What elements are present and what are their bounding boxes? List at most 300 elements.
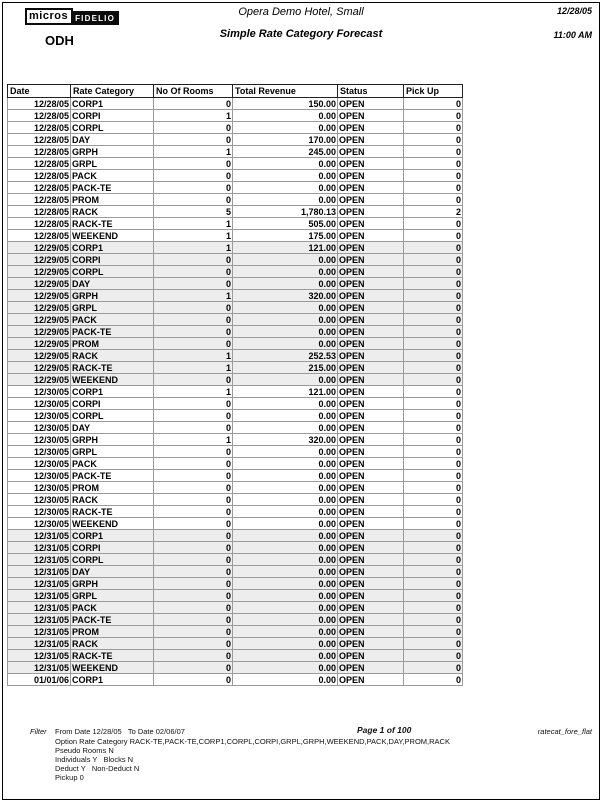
- cell-rate-category: CORP1: [71, 530, 154, 542]
- cell-total-revenue: 150.00: [233, 98, 338, 110]
- cell-pick-up: 0: [404, 110, 463, 122]
- header-row: [8, 85, 463, 98]
- cell-pick-up: 0: [404, 422, 463, 434]
- cell-no-of-rooms: 0: [154, 530, 233, 542]
- cell-no-of-rooms: 0: [154, 158, 233, 170]
- cell-status: OPEN: [338, 638, 404, 650]
- table-row: [8, 338, 463, 350]
- cell-no-of-rooms: 0: [154, 650, 233, 662]
- cell-no-of-rooms: 1: [154, 218, 233, 230]
- cell-pick-up: 0: [404, 638, 463, 650]
- cell-pick-up: 0: [404, 662, 463, 674]
- cell-pick-up: 0: [404, 254, 463, 266]
- cell-date: 12/29/05: [8, 302, 71, 314]
- cell-status: OPEN: [338, 482, 404, 494]
- cell-rate-category: PACK: [71, 458, 154, 470]
- cell-pick-up: 0: [404, 650, 463, 662]
- cell-date: 12/30/05: [8, 434, 71, 446]
- cell-status: OPEN: [338, 206, 404, 218]
- cell-rate-category: RACK-TE: [71, 650, 154, 662]
- cell-no-of-rooms: 0: [154, 254, 233, 266]
- cell-pick-up: 0: [404, 194, 463, 206]
- cell-rate-category: WEEKEND: [71, 662, 154, 674]
- cell-no-of-rooms: 0: [154, 314, 233, 326]
- cell-date: 12/31/05: [8, 590, 71, 602]
- cell-total-revenue: 505.00: [233, 218, 338, 230]
- logo-fidelio-text: FIDELIO: [71, 11, 119, 25]
- cell-pick-up: 0: [404, 302, 463, 314]
- cell-pick-up: 0: [404, 506, 463, 518]
- cell-no-of-rooms: 1: [154, 242, 233, 254]
- cell-date: 12/31/05: [8, 614, 71, 626]
- cell-status: OPEN: [338, 626, 404, 638]
- cell-date: 12/28/05: [8, 110, 71, 122]
- cell-no-of-rooms: 0: [154, 566, 233, 578]
- cell-no-of-rooms: 1: [154, 230, 233, 242]
- cell-total-revenue: 320.00: [233, 434, 338, 446]
- cell-no-of-rooms: 0: [154, 170, 233, 182]
- cell-pick-up: 0: [404, 446, 463, 458]
- cell-status: OPEN: [338, 314, 404, 326]
- table-row: [8, 578, 463, 590]
- cell-pick-up: 0: [404, 674, 463, 686]
- cell-total-revenue: 175.00: [233, 230, 338, 242]
- cell-status: OPEN: [338, 614, 404, 626]
- table-row: [8, 278, 463, 290]
- cell-date: 01/01/06: [8, 674, 71, 686]
- cell-rate-category: RACK-TE: [71, 506, 154, 518]
- cell-pick-up: 0: [404, 602, 463, 614]
- printed-date: 12/28/05: [556, 6, 592, 16]
- cell-no-of-rooms: 0: [154, 482, 233, 494]
- cell-rate-category: PACK-TE: [71, 470, 154, 482]
- individuals-blocks-line: Individuals Y Blocks N: [55, 755, 134, 764]
- cell-pick-up: 0: [404, 122, 463, 134]
- cell-rate-category: RACK: [71, 638, 154, 650]
- cell-total-revenue: 0.00: [233, 578, 338, 590]
- cell-pick-up: 0: [404, 374, 463, 386]
- table-row: [8, 638, 463, 650]
- cell-no-of-rooms: 0: [154, 422, 233, 434]
- cell-total-revenue: 0.00: [233, 170, 338, 182]
- cell-status: OPEN: [338, 218, 404, 230]
- table-row: [8, 530, 463, 542]
- printed-time: 11:00 AM: [553, 30, 592, 40]
- cell-no-of-rooms: 0: [154, 398, 233, 410]
- table-row: [8, 146, 463, 158]
- cell-no-of-rooms: 0: [154, 182, 233, 194]
- cell-pick-up: 0: [404, 482, 463, 494]
- cell-status: OPEN: [338, 326, 404, 338]
- table-row: [8, 494, 463, 506]
- cell-date: 12/28/05: [8, 170, 71, 182]
- cell-total-revenue: 0.00: [233, 494, 338, 506]
- table-row: [8, 170, 463, 182]
- cell-no-of-rooms: 1: [154, 290, 233, 302]
- cell-pick-up: 0: [404, 290, 463, 302]
- cell-date: 12/28/05: [8, 122, 71, 134]
- cell-pick-up: 0: [404, 578, 463, 590]
- cell-rate-category: DAY: [71, 278, 154, 290]
- cell-pick-up: 0: [404, 410, 463, 422]
- cell-rate-category: RACK: [71, 350, 154, 362]
- cell-total-revenue: 0.00: [233, 554, 338, 566]
- cell-no-of-rooms: 5: [154, 206, 233, 218]
- cell-pick-up: 0: [404, 146, 463, 158]
- cell-date: 12/31/05: [8, 578, 71, 590]
- cell-date: 12/29/05: [8, 374, 71, 386]
- cell-pick-up: 0: [404, 614, 463, 626]
- cell-rate-category: CORPI: [71, 398, 154, 410]
- cell-rate-category: GRPL: [71, 302, 154, 314]
- table-row: [8, 386, 463, 398]
- cell-status: OPEN: [338, 542, 404, 554]
- cell-rate-category: CORPI: [71, 542, 154, 554]
- cell-rate-category: CORP1: [71, 386, 154, 398]
- cell-rate-category: CORPI: [71, 254, 154, 266]
- cell-no-of-rooms: 0: [154, 578, 233, 590]
- cell-pick-up: 0: [404, 458, 463, 470]
- cell-pick-up: 0: [404, 518, 463, 530]
- cell-status: OPEN: [338, 110, 404, 122]
- cell-status: OPEN: [338, 578, 404, 590]
- cell-status: OPEN: [338, 362, 404, 374]
- cell-total-revenue: 0.00: [233, 314, 338, 326]
- table-row: [8, 434, 463, 446]
- cell-no-of-rooms: 0: [154, 602, 233, 614]
- cell-status: OPEN: [338, 302, 404, 314]
- cell-no-of-rooms: 0: [154, 326, 233, 338]
- table-row: [8, 374, 463, 386]
- cell-status: OPEN: [338, 410, 404, 422]
- cell-status: OPEN: [338, 530, 404, 542]
- cell-date: 12/29/05: [8, 362, 71, 374]
- cell-no-of-rooms: 0: [154, 638, 233, 650]
- cell-rate-category: PACK-TE: [71, 326, 154, 338]
- table-row: [8, 290, 463, 302]
- cell-date: 12/31/05: [8, 602, 71, 614]
- cell-rate-category: GRPL: [71, 590, 154, 602]
- cell-rate-category: GRPH: [71, 434, 154, 446]
- cell-date: 12/28/05: [8, 146, 71, 158]
- cell-status: OPEN: [338, 650, 404, 662]
- table-row: [8, 266, 463, 278]
- deduct-line: Deduct Y Non-Deduct N: [55, 764, 140, 773]
- cell-rate-category: CORPI: [71, 110, 154, 122]
- cell-rate-category: RACK-TE: [71, 218, 154, 230]
- cell-no-of-rooms: 1: [154, 350, 233, 362]
- cell-date: 12/31/05: [8, 566, 71, 578]
- cell-status: OPEN: [338, 506, 404, 518]
- cell-date: 12/29/05: [8, 266, 71, 278]
- cell-status: OPEN: [338, 254, 404, 266]
- cell-rate-category: CORP1: [71, 674, 154, 686]
- filter-label: Filter: [30, 727, 47, 736]
- cell-status: OPEN: [338, 422, 404, 434]
- cell-date: 12/28/05: [8, 218, 71, 230]
- cell-rate-category: PROM: [71, 626, 154, 638]
- cell-total-revenue: 0.00: [233, 626, 338, 638]
- cell-total-revenue: 0.00: [233, 374, 338, 386]
- cell-pick-up: 0: [404, 182, 463, 194]
- column-header-date: Date: [8, 85, 71, 98]
- cell-date: 12/28/05: [8, 206, 71, 218]
- table-row: [8, 674, 463, 686]
- cell-rate-category: DAY: [71, 566, 154, 578]
- column-header-pick-up: Pick Up: [404, 85, 463, 98]
- cell-pick-up: 0: [404, 158, 463, 170]
- pickup-line: Pickup 0: [55, 773, 84, 782]
- table-row: [8, 206, 463, 218]
- cell-status: OPEN: [338, 602, 404, 614]
- cell-status: OPEN: [338, 674, 404, 686]
- pseudo-rooms-line: Pseudo Rooms N: [55, 746, 114, 755]
- table-row: [8, 518, 463, 530]
- cell-total-revenue: 215.00: [233, 362, 338, 374]
- table-row: [8, 314, 463, 326]
- property-code: ODH: [45, 33, 74, 48]
- cell-status: OPEN: [338, 242, 404, 254]
- cell-status: OPEN: [338, 350, 404, 362]
- table-row: [8, 350, 463, 362]
- table-row: [8, 506, 463, 518]
- table-row: [8, 182, 463, 194]
- cell-no-of-rooms: 1: [154, 386, 233, 398]
- cell-rate-category: WEEKEND: [71, 374, 154, 386]
- logo-micros-text: micros: [25, 8, 73, 25]
- cell-rate-category: PACK: [71, 170, 154, 182]
- cell-no-of-rooms: 0: [154, 542, 233, 554]
- cell-pick-up: 0: [404, 350, 463, 362]
- cell-rate-category: WEEKEND: [71, 518, 154, 530]
- cell-date: 12/28/05: [8, 182, 71, 194]
- cell-date: 12/31/05: [8, 638, 71, 650]
- table-row: [8, 194, 463, 206]
- cell-date: 12/31/05: [8, 650, 71, 662]
- table-row: [8, 242, 463, 254]
- cell-rate-category: RACK: [71, 206, 154, 218]
- cell-status: OPEN: [338, 470, 404, 482]
- cell-rate-category: WEEKEND: [71, 230, 154, 242]
- cell-pick-up: 0: [404, 398, 463, 410]
- cell-rate-category: CORPL: [71, 554, 154, 566]
- cell-no-of-rooms: 1: [154, 362, 233, 374]
- filter-text: From Date 12/28/05 To Date 02/06/07: [55, 727, 185, 736]
- cell-total-revenue: 0.00: [233, 194, 338, 206]
- table-row: [8, 590, 463, 602]
- cell-no-of-rooms: 0: [154, 614, 233, 626]
- cell-date: 12/29/05: [8, 326, 71, 338]
- cell-no-of-rooms: 0: [154, 374, 233, 386]
- cell-status: OPEN: [338, 194, 404, 206]
- cell-total-revenue: 0.00: [233, 566, 338, 578]
- cell-date: 12/29/05: [8, 314, 71, 326]
- table-row: [8, 458, 463, 470]
- cell-pick-up: 0: [404, 566, 463, 578]
- cell-no-of-rooms: 0: [154, 494, 233, 506]
- column-header-total-revenue: Total Revenue: [233, 85, 338, 98]
- table-row: [8, 662, 463, 674]
- cell-no-of-rooms: 0: [154, 194, 233, 206]
- cell-pick-up: 0: [404, 266, 463, 278]
- cell-pick-up: 0: [404, 494, 463, 506]
- cell-total-revenue: 1,780.13: [233, 206, 338, 218]
- forecast-table-body: [8, 98, 463, 686]
- cell-total-revenue: 0.00: [233, 506, 338, 518]
- cell-total-revenue: 0.00: [233, 398, 338, 410]
- cell-date: 12/30/05: [8, 494, 71, 506]
- cell-total-revenue: 0.00: [233, 266, 338, 278]
- cell-pick-up: 0: [404, 326, 463, 338]
- cell-rate-category: PROM: [71, 482, 154, 494]
- table-row: [8, 134, 463, 146]
- cell-rate-category: PACK: [71, 602, 154, 614]
- cell-date: 12/29/05: [8, 278, 71, 290]
- report-file-name: ratecat_fore_flat: [537, 727, 592, 736]
- cell-rate-category: CORPL: [71, 122, 154, 134]
- cell-status: OPEN: [338, 170, 404, 182]
- cell-no-of-rooms: 0: [154, 506, 233, 518]
- cell-date: 12/29/05: [8, 350, 71, 362]
- cell-rate-category: PROM: [71, 338, 154, 350]
- cell-status: OPEN: [338, 662, 404, 674]
- cell-date: 12/28/05: [8, 134, 71, 146]
- cell-total-revenue: 0.00: [233, 662, 338, 674]
- cell-no-of-rooms: 1: [154, 146, 233, 158]
- cell-pick-up: 0: [404, 314, 463, 326]
- cell-pick-up: 0: [404, 242, 463, 254]
- cell-status: OPEN: [338, 122, 404, 134]
- table-row: [8, 362, 463, 374]
- cell-pick-up: 0: [404, 542, 463, 554]
- cell-date: 12/30/05: [8, 410, 71, 422]
- cell-date: 12/30/05: [8, 506, 71, 518]
- table-row: [8, 302, 463, 314]
- cell-total-revenue: 0.00: [233, 254, 338, 266]
- table-row: [8, 122, 463, 134]
- cell-total-revenue: 252.53: [233, 350, 338, 362]
- cell-status: OPEN: [338, 278, 404, 290]
- cell-total-revenue: 170.00: [233, 134, 338, 146]
- table-row: [8, 254, 463, 266]
- cell-total-revenue: 245.00: [233, 146, 338, 158]
- cell-total-revenue: 0.00: [233, 158, 338, 170]
- cell-total-revenue: 121.00: [233, 242, 338, 254]
- cell-rate-category: DAY: [71, 422, 154, 434]
- cell-date: 12/31/05: [8, 554, 71, 566]
- cell-status: OPEN: [338, 146, 404, 158]
- cell-no-of-rooms: 0: [154, 338, 233, 350]
- page-info: Page 1 of 100: [357, 725, 412, 735]
- cell-total-revenue: 0.00: [233, 650, 338, 662]
- cell-pick-up: 0: [404, 434, 463, 446]
- table-row: [8, 626, 463, 638]
- cell-rate-category: GRPH: [71, 290, 154, 302]
- table-row: [8, 614, 463, 626]
- table-row: [8, 650, 463, 662]
- table-row: [8, 410, 463, 422]
- table-row: [8, 482, 463, 494]
- cell-date: 12/31/05: [8, 542, 71, 554]
- cell-date: 12/28/05: [8, 194, 71, 206]
- cell-pick-up: 0: [404, 170, 463, 182]
- table-row: [8, 398, 463, 410]
- cell-rate-category: GRPL: [71, 446, 154, 458]
- forecast-table-head: [8, 85, 463, 98]
- cell-date: 12/30/05: [8, 446, 71, 458]
- cell-no-of-rooms: 0: [154, 98, 233, 110]
- cell-pick-up: 0: [404, 590, 463, 602]
- table-row: [8, 566, 463, 578]
- cell-no-of-rooms: 0: [154, 590, 233, 602]
- cell-pick-up: 0: [404, 230, 463, 242]
- cell-no-of-rooms: 0: [154, 518, 233, 530]
- cell-status: OPEN: [338, 398, 404, 410]
- cell-status: OPEN: [338, 374, 404, 386]
- table-row: [8, 218, 463, 230]
- column-header-no-of-rooms: No Of Rooms: [154, 85, 233, 98]
- table-row: [8, 542, 463, 554]
- cell-pick-up: 2: [404, 206, 463, 218]
- cell-date: 12/29/05: [8, 242, 71, 254]
- hotel-name: Opera Demo Hotel, Small: [238, 6, 364, 18]
- cell-no-of-rooms: 0: [154, 662, 233, 674]
- cell-no-of-rooms: 0: [154, 470, 233, 482]
- cell-total-revenue: 0.00: [233, 410, 338, 422]
- cell-no-of-rooms: 0: [154, 458, 233, 470]
- cell-status: OPEN: [338, 590, 404, 602]
- cell-status: OPEN: [338, 98, 404, 110]
- cell-total-revenue: 0.00: [233, 458, 338, 470]
- cell-status: OPEN: [338, 134, 404, 146]
- cell-status: OPEN: [338, 446, 404, 458]
- cell-total-revenue: 0.00: [233, 614, 338, 626]
- table-row: [8, 446, 463, 458]
- cell-rate-category: PROM: [71, 194, 154, 206]
- cell-date: 12/31/05: [8, 662, 71, 674]
- table-row: [8, 602, 463, 614]
- cell-status: OPEN: [338, 518, 404, 530]
- cell-status: OPEN: [338, 566, 404, 578]
- cell-status: OPEN: [338, 266, 404, 278]
- cell-no-of-rooms: 0: [154, 626, 233, 638]
- cell-no-of-rooms: 1: [154, 434, 233, 446]
- option-rate-category-line: Option Rate Category RACK-TE,PACK-TE,CORP1,CORPL,CORPI,GRPL,GRPH,WEEKEND,PACK,DAY,PROM,RACK: [55, 737, 450, 746]
- cell-rate-category: CORP1: [71, 98, 154, 110]
- cell-pick-up: 0: [404, 98, 463, 110]
- cell-rate-category: CORPL: [71, 266, 154, 278]
- cell-status: OPEN: [338, 494, 404, 506]
- cell-total-revenue: 0.00: [233, 326, 338, 338]
- cell-rate-category: GRPH: [71, 578, 154, 590]
- cell-no-of-rooms: 0: [154, 134, 233, 146]
- cell-pick-up: 0: [404, 338, 463, 350]
- table-row: [8, 158, 463, 170]
- cell-total-revenue: 0.00: [233, 482, 338, 494]
- cell-total-revenue: 0.00: [233, 338, 338, 350]
- cell-rate-category: CORPL: [71, 410, 154, 422]
- cell-rate-category: CORP1: [71, 242, 154, 254]
- cell-status: OPEN: [338, 386, 404, 398]
- cell-total-revenue: 0.00: [233, 602, 338, 614]
- cell-pick-up: 0: [404, 386, 463, 398]
- cell-total-revenue: 0.00: [233, 422, 338, 434]
- cell-total-revenue: 0.00: [233, 182, 338, 194]
- cell-date: 12/30/05: [8, 518, 71, 530]
- cell-date: 12/28/05: [8, 158, 71, 170]
- cell-pick-up: 0: [404, 626, 463, 638]
- cell-status: OPEN: [338, 230, 404, 242]
